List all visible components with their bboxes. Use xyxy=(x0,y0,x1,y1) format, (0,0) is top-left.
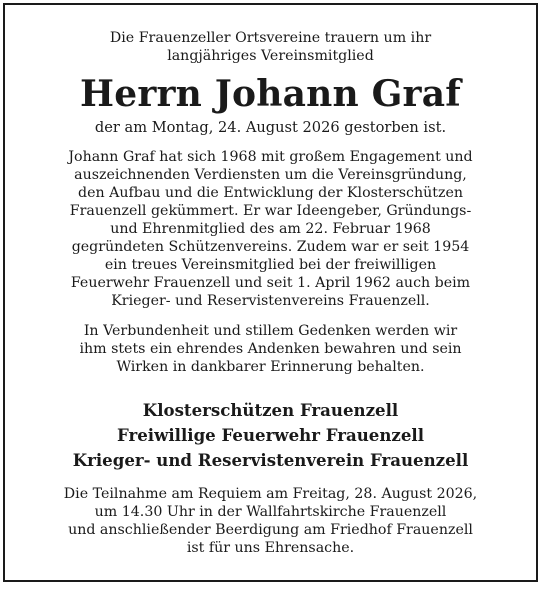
remembrance-line: ihm stets ein ehrendes Andenken bewahren und sein xyxy=(79,341,462,357)
deceased-name: Herrn Johann Graf xyxy=(80,73,461,115)
remembrance-line: In Verbundenheit und stillem Gedenken werden wir xyxy=(83,323,458,339)
bio-line: den Aufbau und die Entwicklung der Klosterschützen xyxy=(78,185,463,201)
requiem-line: um 14.30 Uhr in der Wallfahrtskirche Frauenzell xyxy=(94,504,447,520)
bio-line: Frauenzell gekümmert. Er war Ideengeber, Gründungs- xyxy=(69,203,472,219)
requiem-line: Die Teilnahme am Requiem am Freitag, 28. August 2026, xyxy=(63,486,478,502)
intro-line: langjähriges Vereinsmitglied xyxy=(167,48,374,64)
bio-line: und Ehrenmitglied des am 22. Februar 1968 xyxy=(110,221,431,237)
requiem-line: ist für uns Ehrensache. xyxy=(186,540,355,556)
remembrance-line: Wirken in dankbarer Erinnerung behalten. xyxy=(116,359,425,375)
intro-line: Die Frauenzeller Ortsvereine trauern um ihr xyxy=(109,30,432,46)
bio-line: Johann Graf hat sich 1968 mit großem Engagement und xyxy=(68,149,473,165)
bio-line: auszeichnenden Verdiensten um die Vereinsgründung, xyxy=(74,167,467,183)
bio-line: ein treues Vereinsmitglied bei der freiwilligen xyxy=(104,257,437,273)
bio-line: Feuerwehr Frauenzell und seit 1. April 1962 auch beim xyxy=(70,275,471,291)
bio-line: gegründeten Schützenvereins. Zudem war er seit 1954 xyxy=(71,239,470,255)
organization-name: Krieger- und Reservistenverein Frauenzell xyxy=(72,450,469,470)
requiem-line: und anschließender Beerdigung am Friedhof Frauenzell xyxy=(68,522,473,538)
death-date-line: der am Montag, 24. August 2026 gestorben ist. xyxy=(94,119,447,136)
obituary-notice xyxy=(3,3,538,582)
organization-name: Freiwillige Feuerwehr Frauenzell xyxy=(116,425,424,445)
organization-name: Klosterschützen Frauenzell xyxy=(142,400,399,420)
bio-line: Krieger- und Reservistenvereins Frauenzell. xyxy=(111,293,430,309)
